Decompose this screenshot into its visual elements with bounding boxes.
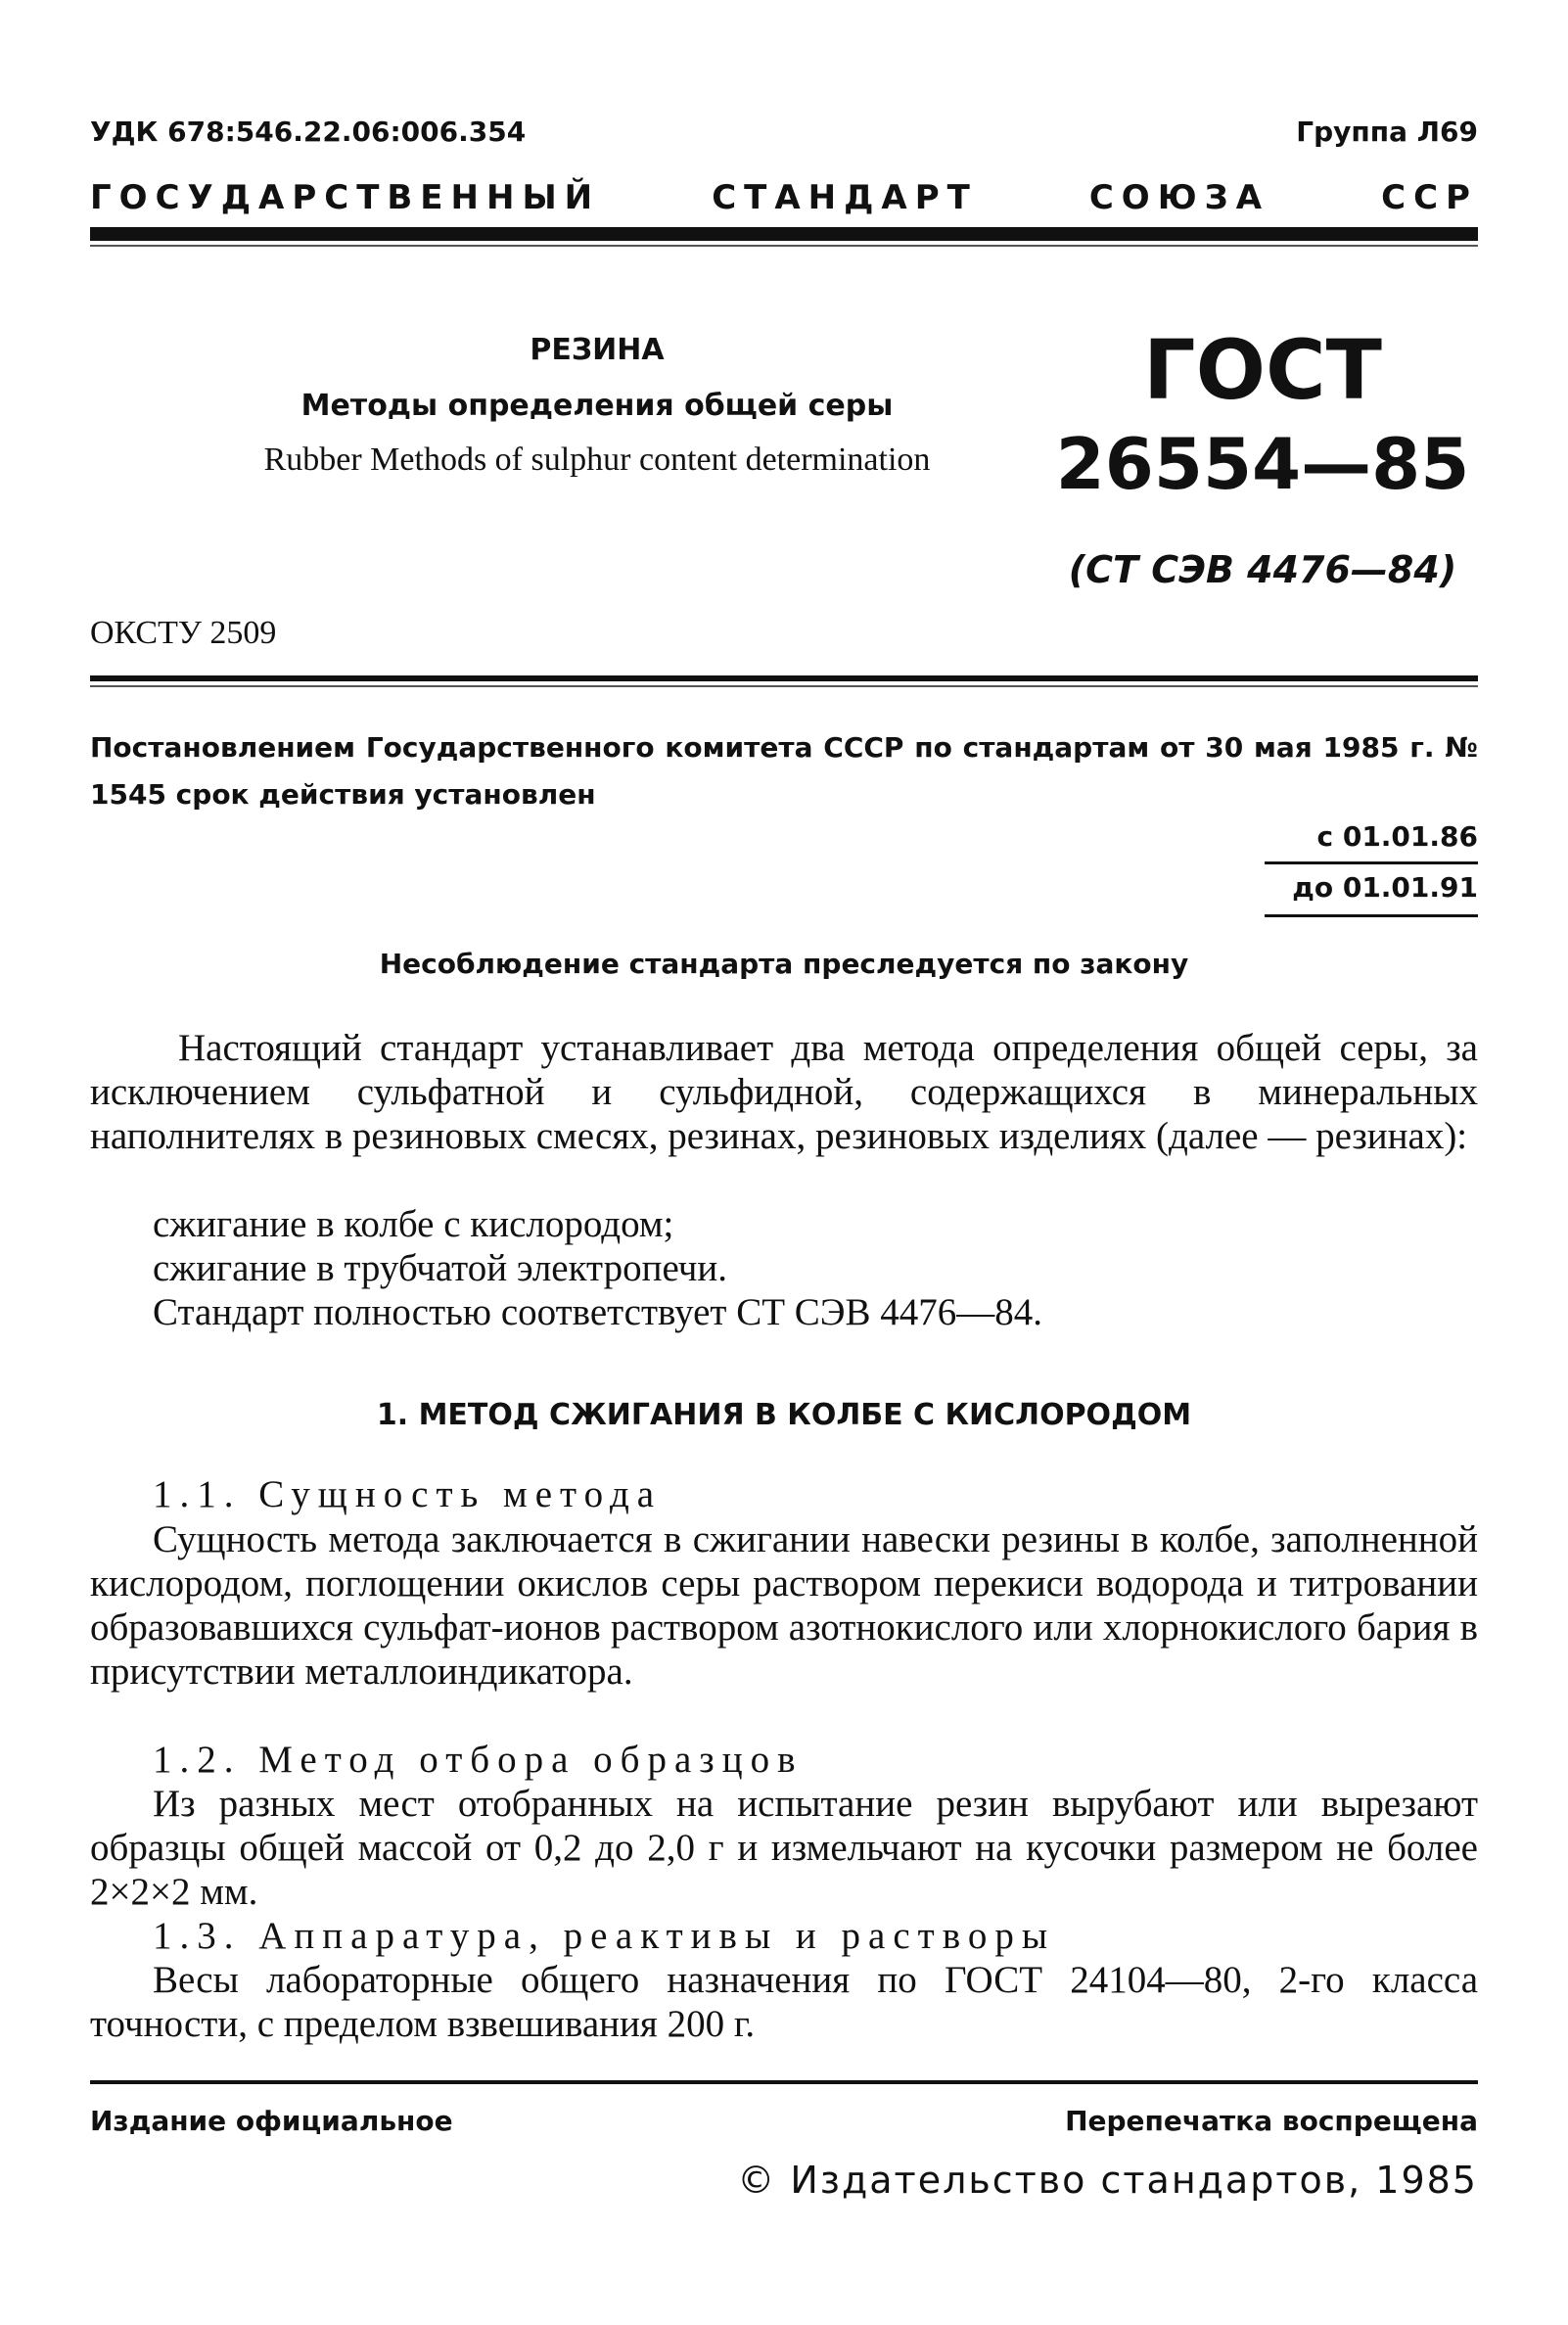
title-block (196, 333, 998, 480)
conformity-statement: Стандарт полностью соответствует СТ СЭВ 4476—84. (153, 1291, 1043, 1333)
date-underline (1265, 861, 1478, 864)
document-subtitle: Методы определения общей серы (300, 389, 894, 423)
reprint-prohibited-note: Перепечатка воспрещена (1065, 2105, 1478, 2137)
clause-text: Сущность метода заключается в сжигании навески резины в колбе, заполненной кислородом, поглощении окислов серы раствором перекиси водорода и титровании образовавшихся сульфат-ионов раствором азотнокислого или хлорнокислого бария в присутствии металлоиндикатора. (90, 1518, 1478, 1693)
state-standard-banner (90, 178, 1478, 217)
intro-paragraph: Настоящий стандарт устанавливает два метода определения общей серы, за исключением сульфатной и сульфидной, содержащихся в минеральных наполнителях в резиновых смесях, резинах, резиновых изделиях (далее — резинах): (90, 1027, 1478, 1157)
method-list-item: сжигание в колбе с кислородом; (153, 1203, 674, 1245)
publisher-copyright: © Издательство стандартов, 1985 (737, 2159, 1478, 2202)
official-edition-note: Издание официальное (90, 2105, 453, 2137)
clause-text: Весы лабораторные общего назначения по ГОСТ 24104—80, 2-го класса точности, с пределом взвешивания 200 г. (90, 1959, 1478, 2045)
banner-word: СТАНДАРТ (712, 178, 978, 217)
section-heading: 1. МЕТОД СЖИГАНИЯ В КОЛБЕ С КИСЛОРОДОМ (376, 1398, 1192, 1432)
header-rule-thin (90, 245, 1478, 247)
english-title: Rubber Methods of sulphur content determination (263, 442, 931, 478)
clause-heading: 1.2. Метод отбора образцов (153, 1739, 804, 1781)
legal-warning: Несоблюдение стандарта преследуется по закону (379, 948, 1189, 980)
gost-number: 26554—85 (1055, 423, 1470, 505)
section-rule-thin (90, 685, 1478, 687)
banner-word: ССР (1381, 178, 1478, 217)
banner-word: СОЮЗА (1088, 178, 1270, 217)
clause-heading: 1.1. Сущность метода (153, 1473, 663, 1515)
udk-code: УДК 678:546.22.06:006.354 (90, 116, 527, 148)
document-title: РЕЗИНА (530, 333, 665, 367)
clause-heading: 1.3. Аппаратура, реактивы и растворы (153, 1915, 1056, 1957)
effective-from: с 01.01.86 (1316, 820, 1478, 853)
decree-text: Постановлением Государственного комитета СССР по стандартам от 30 мая 1985 г. № 1545 срок действия установлен (90, 731, 1478, 811)
effective-to: до 01.01.91 (1292, 871, 1478, 904)
banner-word: ГОСУДАРСТВЕННЫЙ (90, 178, 601, 217)
oksty-code: ОКСТУ 2509 (90, 615, 277, 651)
section-rule-thick (90, 675, 1478, 681)
st-sev-reference: (СТ СЭВ 4476—84) (1068, 548, 1457, 591)
gost-word: ГОСТ (1143, 322, 1382, 418)
header-rule-thick (90, 227, 1478, 241)
group-code: Группа Л69 (1296, 116, 1478, 148)
gost-designation (1038, 323, 1488, 591)
clause-text: Из разных мест отобранных на испытание резин вырубают или вырезают образцы общей массой от 0,2 до 2,0 г и измельчают на кусочки размером не более 2×2×2 мм. (90, 1783, 1478, 1913)
footer-rule (90, 2080, 1478, 2084)
method-list-item: сжигание в трубчатой электропечи. (153, 1247, 728, 1289)
date-underline (1265, 914, 1478, 917)
